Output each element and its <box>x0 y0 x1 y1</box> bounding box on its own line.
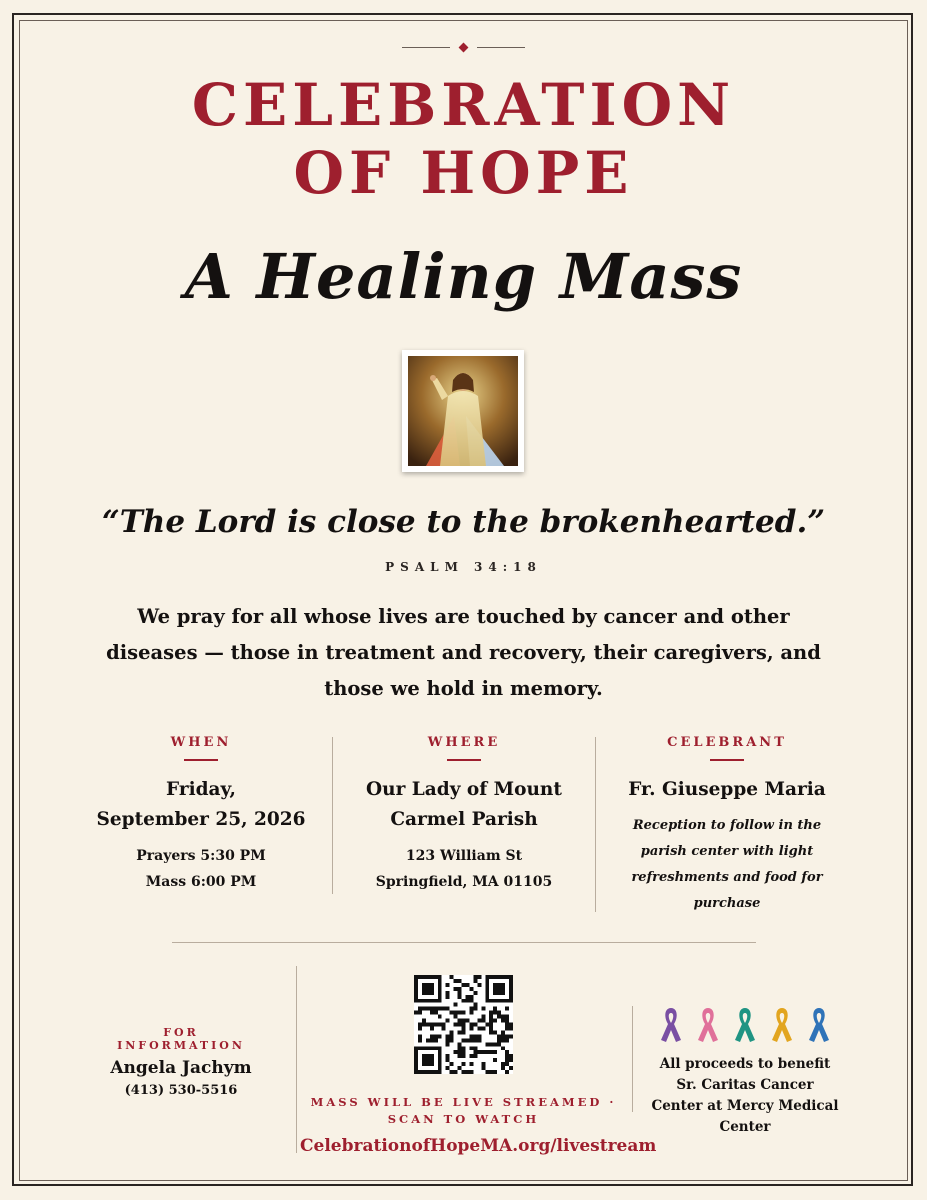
livestream-label <box>300 1094 627 1128</box>
celebrant-label: CELEBRANT <box>667 735 787 750</box>
contact-name: Angela Jachym <box>110 1058 252 1078</box>
event-day: Friday, <box>166 779 236 800</box>
title-line-2: OF HOPE <box>293 139 634 207</box>
label-rule <box>184 759 218 761</box>
footer-divider <box>296 966 297 1153</box>
portrait-image <box>408 356 518 466</box>
diamond-icon <box>459 43 469 53</box>
event-full-date: September 25, 2026 <box>96 809 306 830</box>
livestream-link[interactable]: CelebrationofHopeMA.org/livestream <box>300 1136 657 1156</box>
where-label: WHERE <box>427 735 501 750</box>
footer-divider <box>632 1006 633 1112</box>
venue-name-line2: Carmel Parish <box>390 809 538 830</box>
when-column <box>70 735 332 895</box>
top-ornament <box>0 44 927 51</box>
venue-name <box>333 775 595 835</box>
qr-code-icon <box>414 975 513 1074</box>
where-column <box>333 735 595 895</box>
qr-code[interactable] <box>414 975 513 1074</box>
ribbon-icon-pink <box>695 1004 721 1046</box>
subtitle: A Healing Mass <box>184 240 743 313</box>
livestream-label-line1: MASS WILL BE LIVE STREAMED · <box>310 1095 617 1109</box>
reception-note: Reception to follow in the parish center with light refreshments and food for purchase <box>631 818 823 911</box>
intro-text: We pray for all whose lives are touched by cancer and other diseases — those in treatment and recovery, their caregivers, and those we hold in memory. <box>106 605 821 700</box>
ribbon-icon-blue <box>806 1004 832 1046</box>
celebrant-column <box>596 735 858 917</box>
scripture-reference: PSALM 34:18 <box>385 560 542 574</box>
when-label: WHEN <box>170 735 232 750</box>
divine-mercy-portrait <box>402 350 524 472</box>
venue-name-line1: Our Lady of Mount <box>366 779 562 800</box>
event-date <box>70 775 332 835</box>
ribbon-icon-teal <box>732 1004 758 1046</box>
label-rule <box>447 759 481 761</box>
venue-street: 123 William St <box>405 848 523 864</box>
label-rule <box>710 759 744 761</box>
benefit-text: All proceeds to benefit Sr. Caritas Cancer Center at Mercy Medical Center <box>651 1056 839 1135</box>
info-label: FOR INFORMATION <box>117 1026 245 1052</box>
ribbon-icon-gold <box>769 1004 795 1046</box>
prayers-time: Prayers 5:30 PM <box>136 848 266 864</box>
mass-time: Mass 6:00 PM <box>145 874 257 890</box>
venue-address <box>333 843 595 895</box>
section-divider <box>172 942 756 943</box>
celebrant-name: Fr. Giuseppe Maria <box>628 779 826 800</box>
contact-phone[interactable]: (413) 530-5516 <box>124 1083 238 1098</box>
livestream-info <box>300 1094 657 1156</box>
venue-city: Springfield, MA 01105 <box>375 874 553 890</box>
awareness-ribbons <box>658 1004 832 1048</box>
ribbon-icon-purple <box>658 1004 684 1046</box>
livestream-label-line2: SCAN TO WATCH <box>387 1112 540 1126</box>
event-times <box>70 843 332 895</box>
scripture-quote: “The Lord is close to the brokenhearted.” <box>101 504 826 540</box>
contact-info <box>96 1026 266 1098</box>
title-line-1: CELEBRATION <box>191 71 736 139</box>
